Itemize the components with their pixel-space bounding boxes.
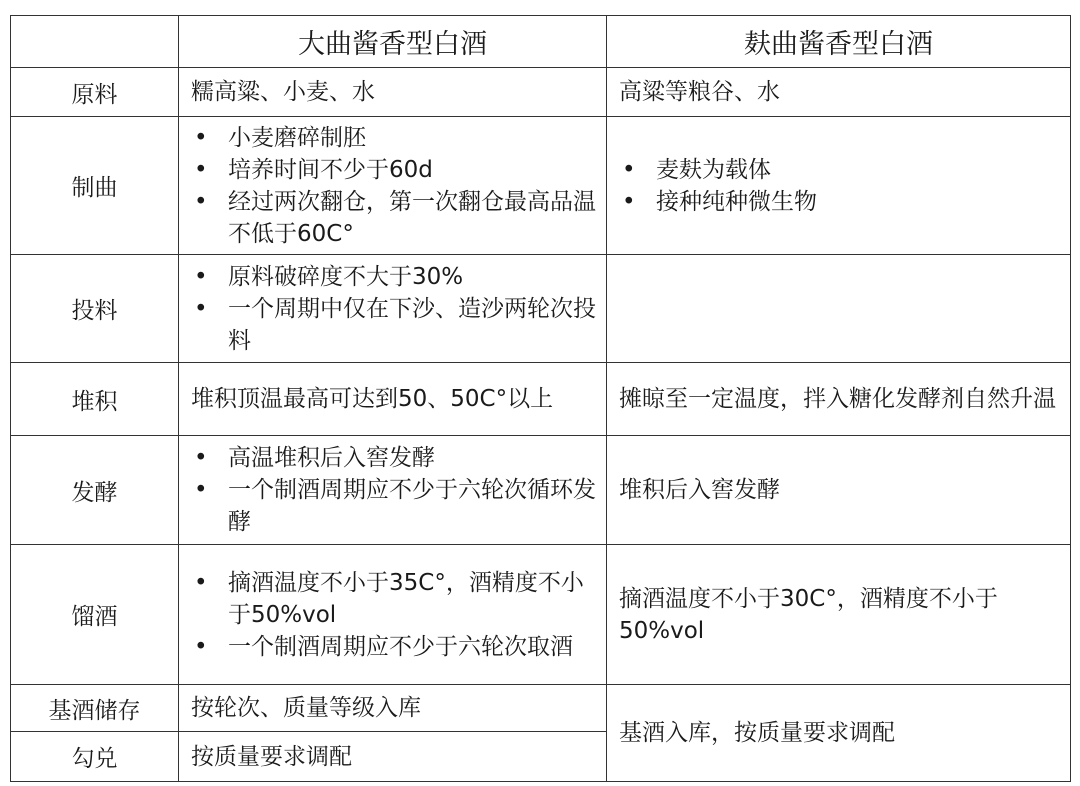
bullet-item: • 原料破碎度不大于30% xyxy=(191,261,596,293)
row-label: 勾兑 xyxy=(11,732,179,782)
fuqu-cell: 基酒入库，按质量要求调配 xyxy=(607,685,1071,782)
row-distillation xyxy=(11,545,1071,685)
daqu-cell xyxy=(179,436,607,545)
bullet-icon: • xyxy=(194,188,208,215)
bullet-icon: • xyxy=(194,263,208,290)
daqu-cell: 按质量要求调配 xyxy=(179,732,607,782)
row-feeding xyxy=(11,255,1071,363)
bullet-item: • 小麦磨碎制胚 xyxy=(191,122,596,154)
daqu-cell xyxy=(179,255,607,363)
header-blank xyxy=(11,16,179,68)
bullet-item: • 一个制酒周期应不少于六轮次循环发酵 xyxy=(191,474,596,538)
bullet-item: • 麦麸为载体 xyxy=(619,154,1060,186)
row-label: 堆积 xyxy=(11,363,179,436)
header-fuqu: 麸曲酱香型白酒 xyxy=(607,16,1071,68)
bullet-item: • 一个周期中仅在下沙、造沙两轮次投料 xyxy=(191,293,596,357)
bullet-icon: • xyxy=(194,156,208,183)
row-label: 制曲 xyxy=(11,117,179,255)
fuqu-cell: 高粱等粮谷、水 xyxy=(607,68,1071,117)
bullet-item: • 高温堆积后入窖发酵 xyxy=(191,442,596,474)
row-label: 原料 xyxy=(11,68,179,117)
row-label: 发酵 xyxy=(11,436,179,545)
header-daqu: 大曲酱香型白酒 xyxy=(179,16,607,68)
header-row xyxy=(11,16,1071,68)
bullet-item: • 接种纯种微生物 xyxy=(619,186,1060,218)
fuqu-cell: 摘酒温度不小于30C°，酒精度不小于50%vol xyxy=(607,545,1071,685)
daqu-cell xyxy=(179,545,607,685)
row-label: 基酒储存 xyxy=(11,685,179,732)
bullet-icon: • xyxy=(194,445,208,471)
row-label: 馏酒 xyxy=(11,545,179,685)
row-stacking xyxy=(11,363,1071,436)
row-base-liquor-storage xyxy=(11,685,1071,732)
daqu-cell: 按轮次、质量等级入库 xyxy=(179,685,607,732)
bullet-icon: • xyxy=(194,124,208,151)
bullet-item: • 一个制酒周期应不少于六轮次取酒 xyxy=(191,631,596,663)
row-label: 投料 xyxy=(11,255,179,363)
row-raw-materials xyxy=(11,68,1071,117)
bullet-icon: • xyxy=(194,477,208,503)
bullet-icon: • xyxy=(194,633,208,660)
bullet-icon: • xyxy=(622,156,636,183)
row-fermentation xyxy=(11,436,1071,545)
fuqu-cell: 摊晾至一定温度，拌入糖化发酵剂自然升温 xyxy=(607,363,1071,436)
bullet-icon: • xyxy=(194,295,208,322)
comparison-table xyxy=(10,15,1071,782)
bullet-item: • 摘酒温度不小于35C°，酒精度不小于50%vol xyxy=(191,567,596,631)
daqu-cell xyxy=(179,117,607,255)
bullet-item: • 培养时间不少于60d xyxy=(191,154,596,186)
bullet-item: • 经过两次翻仓，第一次翻仓最高品温不低于60C° xyxy=(191,186,596,250)
bullet-icon: • xyxy=(622,188,636,215)
row-koji-making xyxy=(11,117,1071,255)
daqu-cell: 堆积顶温最高可达到50、50C°以上 xyxy=(179,363,607,436)
bullet-icon: • xyxy=(194,569,208,596)
fuqu-cell xyxy=(607,117,1071,255)
fuqu-cell xyxy=(607,255,1071,363)
fuqu-cell: 堆积后入窖发酵 xyxy=(607,436,1071,545)
daqu-cell: 糯高粱、小麦、水 xyxy=(179,68,607,117)
